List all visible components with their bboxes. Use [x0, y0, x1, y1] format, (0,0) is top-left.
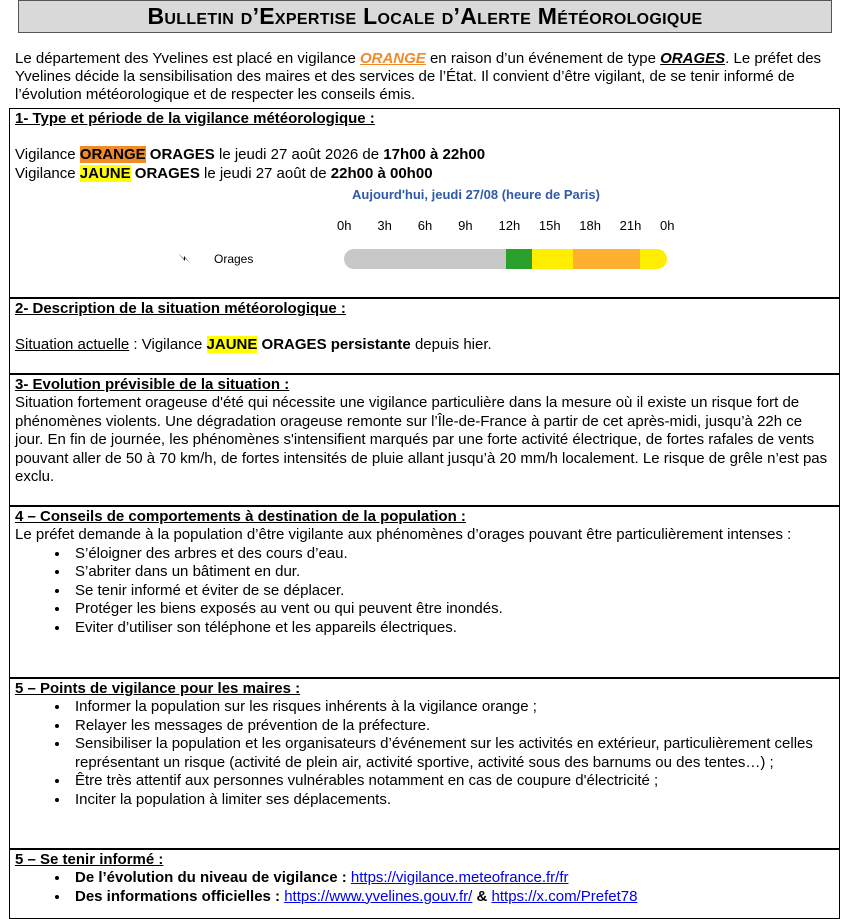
info-label: De l’évolution du niveau de vigilance :	[75, 869, 351, 886]
situation-text: : Vigilance	[129, 336, 207, 353]
intro-text-1: Le département des Yvelines est placé en vigilance	[15, 50, 360, 67]
evolution-text: Situation fortement orageuse d'été qui nécessite une vigilance particulière dans la mesure où il existe un risque fort de phénomènes violents. Une dégradation orageuse remonte sur l’Île-de-France à partir de cet après-midi, jusqu’à 22h ce jour. En fin de journée, les phénomènes s'intensifient marqués par une forte activité électrique, de fortes rafales de vents pouvant aller de 50 à 70 km/h, de fortes intensités de pluie allant jusqu’à 20 mm/h localement. Le risque de grêle n’est pas exclu.	[15, 394, 828, 485]
section-4-heading: 4 – Conseils de comportements à destination de la population :	[15, 508, 466, 525]
vigilance-from: 17h00	[383, 146, 426, 163]
section-evolution	[9, 374, 840, 506]
prefet-x-link[interactable]: https://x.com/Prefet78	[491, 887, 638, 905]
timeline-segment	[532, 249, 572, 269]
list-item: • Se tenir informé et éviter de se déplacer.	[70, 582, 833, 601]
timeline-hour-label: 0h	[660, 218, 675, 233]
list-item	[70, 869, 833, 888]
timeline-segment	[344, 249, 506, 269]
situation-line	[15, 336, 833, 355]
list-item: • Protéger les biens exposés au vent ou qui peuvent être inondés.	[70, 600, 833, 619]
intro-event-type: ORAGES	[660, 50, 726, 67]
yellow-level-badge: JAUNE	[206, 336, 258, 353]
advice-intro: Le préfet demande à la population d’être vigilante aux phénomènes d’orages pouvant être particulièrement intenses :	[15, 526, 792, 543]
intro-paragraph	[15, 50, 837, 104]
list-item: • Informer la population sur les risques inhérents à la vigilance orange ;	[70, 698, 833, 717]
timeline-title: Aujourd'hui, jeudi 27/08 (heure de Paris)	[352, 187, 600, 202]
list-item: • S’abriter dans un bâtiment en dur.	[70, 563, 833, 582]
vigilance-from: 22h00	[330, 164, 374, 182]
section-mayors	[9, 678, 840, 849]
vigilance-line-text: Vigilance	[15, 164, 80, 182]
meteofrance-link[interactable]: https://vigilance.meteofrance.fr/fr	[350, 869, 569, 886]
section-3-heading: 3- Evolution prévisible de la situation :	[15, 376, 290, 393]
timeline-row-label: Orages	[214, 252, 254, 266]
section-advice-population	[9, 506, 840, 678]
mayors-list	[15, 698, 833, 809]
list-item	[70, 888, 833, 907]
vigilance-line-text: le jeudi 27 août de	[199, 164, 331, 182]
section-vigilance-period	[9, 108, 840, 298]
intro-text-2: en raison d’un événement de type	[425, 50, 661, 67]
list-item: • S’éloigner des arbres et des cours d’eau.	[70, 545, 833, 564]
section-2-heading: 2- Description de la situation météorologique :	[15, 300, 346, 317]
vigilance-sep: à	[425, 146, 443, 163]
bulletin-title-box	[18, 0, 832, 33]
intro-orange-level: ORANGE	[359, 50, 426, 67]
situation-label: Situation actuelle	[15, 336, 130, 353]
vigilance-to: 00h00	[390, 164, 433, 182]
list-item: • Relayer les messages de prévention de la préfecture.	[70, 717, 833, 736]
timeline-hour-label: 12h	[498, 218, 521, 233]
vigilance-line-text: Vigilance	[15, 146, 80, 163]
timeline-hour-label: 18h	[579, 218, 601, 233]
info-label: Des informations officielles :	[75, 887, 285, 905]
yellow-level-badge: JAUNE	[79, 164, 131, 182]
list-item: • Inciter la population à limiter ses déplacements.	[70, 791, 833, 810]
timeline-hour-label: 9h	[458, 218, 473, 233]
section-5-heading: 5 – Points de vigilance pour les maires :	[15, 680, 301, 697]
bulletin-title: Bulletin d’Expertise Locale d’Alerte Météorologique	[147, 3, 703, 29]
timeline-segment	[640, 249, 667, 269]
info-list	[15, 869, 833, 906]
section-situation	[9, 298, 840, 374]
vigilance-line-yellow	[15, 165, 833, 184]
timeline-hour-label: 6h	[417, 218, 433, 233]
section-1-heading: 1- Type et période de la vigilance météorologique :	[15, 110, 375, 127]
situation-text: depuis hier.	[410, 336, 492, 353]
vigilance-line-text: le jeudi 27 août 2026 de	[214, 146, 384, 163]
vigilance-type: ORAGES	[130, 164, 200, 182]
lightning-icon	[176, 250, 192, 266]
vigilance-type: ORAGES	[145, 146, 215, 163]
orange-level-badge: ORANGE	[79, 146, 146, 163]
timeline-hour-label: 15h	[538, 218, 561, 233]
prefecture-site-link[interactable]: https://www.yvelines.gouv.fr/	[284, 887, 473, 905]
vigilance-line-orange	[15, 146, 833, 165]
vigilance-sep: à	[373, 164, 390, 182]
list-item: • Sensibiliser la population et les organisateurs d’événement sur les activités en extérieur, particulièrement celles représentant un risque (activité de plein air, activité sportive, activité sous des barnums ou des tentes…) ;	[70, 735, 833, 772]
advice-list	[15, 545, 833, 638]
intro-text-3: . Le préfet des Yvelines décide la sensibilisation des maires et des services de l’État. Il convient d’être vigilant, de se tenir informé de l’évolution météorologique et de respecter les conseils émis.	[15, 50, 822, 103]
list-item: • Être très attentif aux personnes vulnérables notamment en cas de coupure d'électricité ;	[70, 772, 833, 791]
section-stay-informed	[9, 849, 840, 919]
vigilance-to: 22h00	[442, 146, 486, 163]
section-6-heading: 5 – Se tenir informé :	[15, 851, 164, 868]
timeline-segment	[573, 249, 640, 269]
timeline-hour-label: 0h	[337, 218, 352, 233]
list-item: • Eviter d’utiliser son téléphone et les appareils électriques.	[70, 619, 833, 638]
link-separator: &	[472, 887, 492, 905]
situation-type: ORAGES persistante	[257, 336, 411, 353]
timeline-segment	[506, 249, 533, 269]
timeline-bar	[344, 249, 667, 269]
timeline-hour-label: 21h	[619, 218, 642, 233]
timeline-hour-label: 3h	[377, 218, 392, 233]
